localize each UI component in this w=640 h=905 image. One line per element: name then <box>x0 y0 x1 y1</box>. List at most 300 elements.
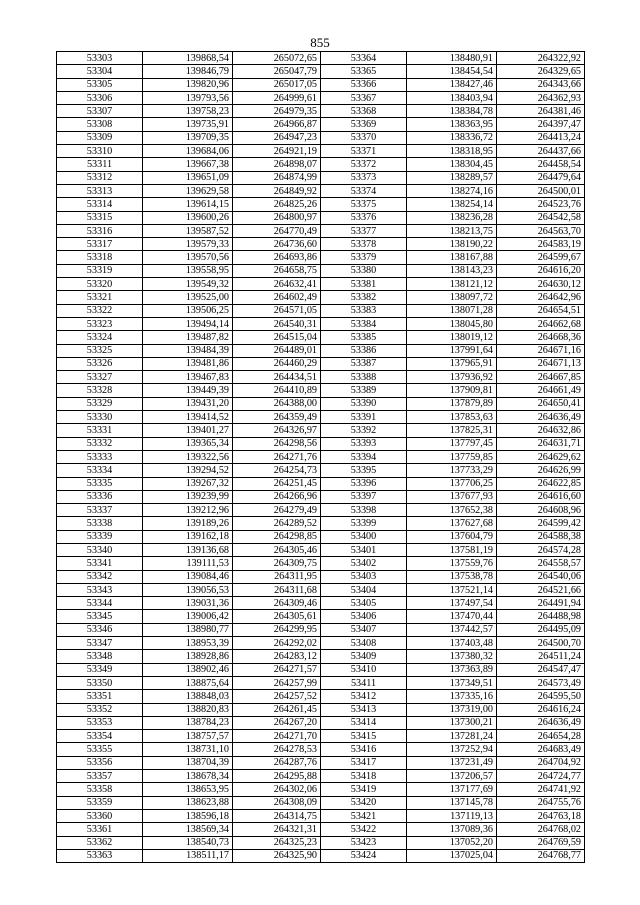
table-row <box>57 756 585 769</box>
point-id-cell: 53419 <box>321 783 407 796</box>
x-coordinate-cell: 137470,44 <box>407 610 497 623</box>
y-coordinate-cell: 264599,67 <box>497 251 585 264</box>
x-coordinate-cell: 137206,57 <box>407 770 497 783</box>
point-id-cell: 53347 <box>57 637 143 650</box>
x-coordinate-cell: 137363,89 <box>407 663 497 676</box>
table-row <box>57 557 585 570</box>
point-id-cell: 53319 <box>57 264 143 277</box>
y-coordinate-cell: 264325,23 <box>233 836 321 849</box>
y-coordinate-cell: 264491,94 <box>497 597 585 610</box>
y-coordinate-cell: 264287,76 <box>233 756 321 769</box>
y-coordinate-cell: 264629,62 <box>497 450 585 463</box>
point-id-cell: 53355 <box>57 743 143 756</box>
x-coordinate-cell: 139401,27 <box>143 424 233 437</box>
table-row <box>57 105 585 118</box>
point-id-cell: 53320 <box>57 278 143 291</box>
point-id-cell: 53395 <box>321 464 407 477</box>
table-row <box>57 198 585 211</box>
y-coordinate-cell: 264540,06 <box>497 570 585 583</box>
y-coordinate-cell: 264322,92 <box>497 52 585 65</box>
point-id-cell: 53348 <box>57 650 143 663</box>
y-coordinate-cell: 264311,68 <box>233 583 321 596</box>
point-id-cell: 53413 <box>321 703 407 716</box>
y-coordinate-cell: 264636,49 <box>497 716 585 729</box>
point-id-cell: 53380 <box>321 264 407 277</box>
x-coordinate-cell: 137319,00 <box>407 703 497 716</box>
point-id-cell: 53313 <box>57 184 143 197</box>
point-id-cell: 53405 <box>321 597 407 610</box>
y-coordinate-cell: 264302,06 <box>233 783 321 796</box>
y-coordinate-cell: 264616,20 <box>497 264 585 277</box>
x-coordinate-cell: 138304,45 <box>407 158 497 171</box>
y-coordinate-cell: 264460,29 <box>233 357 321 370</box>
table-row <box>57 809 585 822</box>
table-row <box>57 477 585 490</box>
point-id-cell: 53366 <box>321 78 407 91</box>
x-coordinate-cell: 139056,53 <box>143 583 233 596</box>
point-id-cell: 53330 <box>57 411 143 424</box>
y-coordinate-cell: 264278,53 <box>233 743 321 756</box>
y-coordinate-cell: 264583,19 <box>497 238 585 251</box>
y-coordinate-cell: 264654,28 <box>497 730 585 743</box>
point-id-cell: 53420 <box>321 796 407 809</box>
point-id-cell: 53307 <box>57 105 143 118</box>
point-id-cell: 53354 <box>57 730 143 743</box>
y-coordinate-cell: 264289,52 <box>233 517 321 530</box>
point-id-cell: 53315 <box>57 211 143 224</box>
table-row <box>57 118 585 131</box>
x-coordinate-cell: 139084,46 <box>143 570 233 583</box>
x-coordinate-cell: 139467,83 <box>143 371 233 384</box>
point-id-cell: 53362 <box>57 836 143 849</box>
table-row <box>57 703 585 716</box>
x-coordinate-cell: 139189,26 <box>143 517 233 530</box>
x-coordinate-cell: 138274,16 <box>407 184 497 197</box>
table-row <box>57 158 585 171</box>
point-id-cell: 53328 <box>57 384 143 397</box>
point-id-cell: 53371 <box>321 145 407 158</box>
y-coordinate-cell: 264271,57 <box>233 663 321 676</box>
x-coordinate-cell: 138980,77 <box>143 623 233 636</box>
table-row <box>57 278 585 291</box>
x-coordinate-cell: 139449,39 <box>143 384 233 397</box>
x-coordinate-cell: 138213,75 <box>407 224 497 237</box>
point-id-cell: 53327 <box>57 371 143 384</box>
x-coordinate-cell: 139162,18 <box>143 530 233 543</box>
table-row <box>57 783 585 796</box>
point-id-cell: 53401 <box>321 543 407 556</box>
x-coordinate-cell: 138820,83 <box>143 703 233 716</box>
y-coordinate-cell: 264314,75 <box>233 809 321 822</box>
y-coordinate-cell: 264488,98 <box>497 610 585 623</box>
y-coordinate-cell: 264800,97 <box>233 211 321 224</box>
x-coordinate-cell: 137936,92 <box>407 371 497 384</box>
x-coordinate-cell: 138236,28 <box>407 211 497 224</box>
point-id-cell: 53309 <box>57 131 143 144</box>
x-coordinate-cell: 137145,78 <box>407 796 497 809</box>
point-id-cell: 53314 <box>57 198 143 211</box>
x-coordinate-cell: 139006,42 <box>143 610 233 623</box>
x-coordinate-cell: 137335,16 <box>407 690 497 703</box>
x-coordinate-cell: 139267,32 <box>143 477 233 490</box>
point-id-cell: 53356 <box>57 756 143 769</box>
y-coordinate-cell: 264979,35 <box>233 105 321 118</box>
y-coordinate-cell: 264683,49 <box>497 743 585 756</box>
x-coordinate-cell: 137300,21 <box>407 716 497 729</box>
y-coordinate-cell: 264630,12 <box>497 278 585 291</box>
point-id-cell: 53384 <box>321 317 407 330</box>
x-coordinate-cell: 137538,78 <box>407 570 497 583</box>
table-row <box>57 610 585 623</box>
x-coordinate-cell: 137733,29 <box>407 464 497 477</box>
y-coordinate-cell: 264257,99 <box>233 676 321 689</box>
table-row <box>57 251 585 264</box>
y-coordinate-cell: 264292,02 <box>233 637 321 650</box>
x-coordinate-cell: 137909,81 <box>407 384 497 397</box>
x-coordinate-cell: 138875,64 <box>143 676 233 689</box>
point-id-cell: 53404 <box>321 583 407 596</box>
y-coordinate-cell: 264631,71 <box>497 437 585 450</box>
y-coordinate-cell: 264266,96 <box>233 490 321 503</box>
x-coordinate-cell: 139525,00 <box>143 291 233 304</box>
x-coordinate-cell: 139322,56 <box>143 450 233 463</box>
y-coordinate-cell: 264921,19 <box>233 145 321 158</box>
x-coordinate-cell: 137349,51 <box>407 676 497 689</box>
point-id-cell: 53381 <box>321 278 407 291</box>
y-coordinate-cell: 264279,49 <box>233 504 321 517</box>
point-id-cell: 53346 <box>57 623 143 636</box>
point-id-cell: 53310 <box>57 145 143 158</box>
x-coordinate-cell: 137252,94 <box>407 743 497 756</box>
point-id-cell: 53382 <box>321 291 407 304</box>
y-coordinate-cell: 264741,92 <box>497 783 585 796</box>
point-id-cell: 53424 <box>321 849 407 862</box>
y-coordinate-cell: 264521,66 <box>497 583 585 596</box>
y-coordinate-cell: 264574,28 <box>497 543 585 556</box>
y-coordinate-cell: 264308,09 <box>233 796 321 809</box>
x-coordinate-cell: 138653,95 <box>143 783 233 796</box>
point-id-cell: 53422 <box>321 823 407 836</box>
point-id-cell: 53378 <box>321 238 407 251</box>
y-coordinate-cell: 264397,47 <box>497 118 585 131</box>
x-coordinate-cell: 137497,54 <box>407 597 497 610</box>
x-coordinate-cell: 139820,96 <box>143 78 233 91</box>
point-id-cell: 53397 <box>321 490 407 503</box>
point-id-cell: 53364 <box>321 52 407 65</box>
point-id-cell: 53316 <box>57 224 143 237</box>
table-row <box>57 437 585 450</box>
x-coordinate-cell: 138318,95 <box>407 145 497 158</box>
y-coordinate-cell: 264608,96 <box>497 504 585 517</box>
point-id-cell: 53334 <box>57 464 143 477</box>
point-id-cell: 53353 <box>57 716 143 729</box>
x-coordinate-cell: 137991,64 <box>407 344 497 357</box>
y-coordinate-cell: 264632,41 <box>233 278 321 291</box>
y-coordinate-cell: 264966,87 <box>233 118 321 131</box>
table-row <box>57 770 585 783</box>
x-coordinate-cell: 137231,49 <box>407 756 497 769</box>
y-coordinate-cell: 264849,92 <box>233 184 321 197</box>
table-row <box>57 637 585 650</box>
x-coordinate-cell: 139651,09 <box>143 171 233 184</box>
y-coordinate-cell: 264736,60 <box>233 238 321 251</box>
point-id-cell: 53351 <box>57 690 143 703</box>
y-coordinate-cell: 264724,77 <box>497 770 585 783</box>
table-row <box>57 371 585 384</box>
point-id-cell: 53342 <box>57 570 143 583</box>
y-coordinate-cell: 264661,49 <box>497 384 585 397</box>
point-id-cell: 53403 <box>321 570 407 583</box>
point-id-cell: 53345 <box>57 610 143 623</box>
y-coordinate-cell: 264667,85 <box>497 371 585 384</box>
table-row <box>57 171 585 184</box>
x-coordinate-cell: 138902,46 <box>143 663 233 676</box>
y-coordinate-cell: 264295,88 <box>233 770 321 783</box>
x-coordinate-cell: 137380,32 <box>407 650 497 663</box>
coordinates-table-body <box>57 52 585 863</box>
point-id-cell: 53324 <box>57 331 143 344</box>
y-coordinate-cell: 264251,45 <box>233 477 321 490</box>
point-id-cell: 53367 <box>321 91 407 104</box>
y-coordinate-cell: 264515,04 <box>233 331 321 344</box>
table-row <box>57 384 585 397</box>
point-id-cell: 53408 <box>321 637 407 650</box>
y-coordinate-cell: 264632,86 <box>497 424 585 437</box>
point-id-cell: 53303 <box>57 52 143 65</box>
x-coordinate-cell: 139558,95 <box>143 264 233 277</box>
x-coordinate-cell: 139846,79 <box>143 65 233 78</box>
point-id-cell: 53332 <box>57 437 143 450</box>
y-coordinate-cell: 265017,05 <box>233 78 321 91</box>
point-id-cell: 53358 <box>57 783 143 796</box>
page-number: 855 <box>310 35 330 50</box>
x-coordinate-cell: 138019,12 <box>407 331 497 344</box>
y-coordinate-cell: 264283,12 <box>233 650 321 663</box>
table-row <box>57 65 585 78</box>
table-row <box>57 543 585 556</box>
x-coordinate-cell: 137759,85 <box>407 450 497 463</box>
table-row <box>57 530 585 543</box>
point-id-cell: 53376 <box>321 211 407 224</box>
x-coordinate-cell: 137052,20 <box>407 836 497 849</box>
y-coordinate-cell: 264662,68 <box>497 317 585 330</box>
point-id-cell: 53308 <box>57 118 143 131</box>
x-coordinate-cell: 138121,12 <box>407 278 497 291</box>
point-id-cell: 53389 <box>321 384 407 397</box>
x-coordinate-cell: 139684,06 <box>143 145 233 158</box>
table-row <box>57 411 585 424</box>
point-id-cell: 53318 <box>57 251 143 264</box>
point-id-cell: 53365 <box>321 65 407 78</box>
y-coordinate-cell: 264616,24 <box>497 703 585 716</box>
y-coordinate-cell: 264668,36 <box>497 331 585 344</box>
point-id-cell: 53374 <box>321 184 407 197</box>
y-coordinate-cell: 264362,93 <box>497 91 585 104</box>
point-id-cell: 53352 <box>57 703 143 716</box>
x-coordinate-cell: 139431,20 <box>143 397 233 410</box>
y-coordinate-cell: 264329,65 <box>497 65 585 78</box>
y-coordinate-cell: 264636,49 <box>497 411 585 424</box>
table-row <box>57 291 585 304</box>
y-coordinate-cell: 264650,41 <box>497 397 585 410</box>
table-row <box>57 517 585 530</box>
y-coordinate-cell: 264257,52 <box>233 690 321 703</box>
x-coordinate-cell: 139484,39 <box>143 344 233 357</box>
x-coordinate-cell: 138928,86 <box>143 650 233 663</box>
y-coordinate-cell: 264874,99 <box>233 171 321 184</box>
table-row <box>57 331 585 344</box>
x-coordinate-cell: 137627,68 <box>407 517 497 530</box>
point-id-cell: 53333 <box>57 450 143 463</box>
table-row <box>57 570 585 583</box>
table-row <box>57 730 585 743</box>
x-coordinate-cell: 137677,93 <box>407 490 497 503</box>
x-coordinate-cell: 139667,38 <box>143 158 233 171</box>
point-id-cell: 53344 <box>57 597 143 610</box>
point-id-cell: 53373 <box>321 171 407 184</box>
y-coordinate-cell: 264602,49 <box>233 291 321 304</box>
x-coordinate-cell: 137089,36 <box>407 823 497 836</box>
table-row <box>57 424 585 437</box>
y-coordinate-cell: 264563,70 <box>497 224 585 237</box>
y-coordinate-cell: 264540,31 <box>233 317 321 330</box>
table-row <box>57 211 585 224</box>
point-id-cell: 53390 <box>321 397 407 410</box>
point-id-cell: 53326 <box>57 357 143 370</box>
point-id-cell: 53400 <box>321 530 407 543</box>
point-id-cell: 53421 <box>321 809 407 822</box>
x-coordinate-cell: 139365,34 <box>143 437 233 450</box>
y-coordinate-cell: 264305,61 <box>233 610 321 623</box>
x-coordinate-cell: 137879,89 <box>407 397 497 410</box>
y-coordinate-cell: 264299,95 <box>233 623 321 636</box>
y-coordinate-cell: 264947,23 <box>233 131 321 144</box>
point-id-cell: 53372 <box>321 158 407 171</box>
y-coordinate-cell: 264311,95 <box>233 570 321 583</box>
point-id-cell: 53323 <box>57 317 143 330</box>
y-coordinate-cell: 264671,13 <box>497 357 585 370</box>
x-coordinate-cell: 138336,72 <box>407 131 497 144</box>
y-coordinate-cell: 264267,20 <box>233 716 321 729</box>
point-id-cell: 53340 <box>57 543 143 556</box>
x-coordinate-cell: 138757,57 <box>143 730 233 743</box>
x-coordinate-cell: 137025,04 <box>407 849 497 862</box>
y-coordinate-cell: 264500,01 <box>497 184 585 197</box>
point-id-cell: 53336 <box>57 490 143 503</box>
y-coordinate-cell: 264599,42 <box>497 517 585 530</box>
x-coordinate-cell: 137281,24 <box>407 730 497 743</box>
point-id-cell: 53379 <box>321 251 407 264</box>
y-coordinate-cell: 264298,85 <box>233 530 321 543</box>
y-coordinate-cell: 264495,09 <box>497 623 585 636</box>
y-coordinate-cell: 264413,24 <box>497 131 585 144</box>
table-row <box>57 650 585 663</box>
y-coordinate-cell: 264458,54 <box>497 158 585 171</box>
point-id-cell: 53414 <box>321 716 407 729</box>
y-coordinate-cell: 264558,57 <box>497 557 585 570</box>
y-coordinate-cell: 264254,73 <box>233 464 321 477</box>
point-id-cell: 53406 <box>321 610 407 623</box>
point-id-cell: 53349 <box>57 663 143 676</box>
y-coordinate-cell: 264898,07 <box>233 158 321 171</box>
x-coordinate-cell: 139868,54 <box>143 52 233 65</box>
point-id-cell: 53337 <box>57 504 143 517</box>
point-id-cell: 53387 <box>321 357 407 370</box>
point-id-cell: 53339 <box>57 530 143 543</box>
point-id-cell: 53338 <box>57 517 143 530</box>
y-coordinate-cell: 264642,96 <box>497 291 585 304</box>
x-coordinate-cell: 139494,14 <box>143 317 233 330</box>
point-id-cell: 53385 <box>321 331 407 344</box>
point-id-cell: 53412 <box>321 690 407 703</box>
point-id-cell: 53329 <box>57 397 143 410</box>
point-id-cell: 53304 <box>57 65 143 78</box>
y-coordinate-cell: 264704,92 <box>497 756 585 769</box>
y-coordinate-cell: 264523,76 <box>497 198 585 211</box>
point-id-cell: 53360 <box>57 809 143 822</box>
point-id-cell: 53322 <box>57 304 143 317</box>
x-coordinate-cell: 138511,17 <box>143 849 233 862</box>
table-row <box>57 583 585 596</box>
x-coordinate-cell: 138403,94 <box>407 91 497 104</box>
x-coordinate-cell: 138848,03 <box>143 690 233 703</box>
point-id-cell: 53359 <box>57 796 143 809</box>
point-id-cell: 53341 <box>57 557 143 570</box>
point-id-cell: 53393 <box>321 437 407 450</box>
x-coordinate-cell: 138143,23 <box>407 264 497 277</box>
y-coordinate-cell: 264309,75 <box>233 557 321 570</box>
x-coordinate-cell: 138454,54 <box>407 65 497 78</box>
point-id-cell: 53369 <box>321 118 407 131</box>
x-coordinate-cell: 138569,34 <box>143 823 233 836</box>
y-coordinate-cell: 264768,02 <box>497 823 585 836</box>
point-id-cell: 53368 <box>321 105 407 118</box>
x-coordinate-cell: 138071,28 <box>407 304 497 317</box>
point-id-cell: 53357 <box>57 770 143 783</box>
x-coordinate-cell: 139758,23 <box>143 105 233 118</box>
y-coordinate-cell: 264271,70 <box>233 730 321 743</box>
table-row <box>57 464 585 477</box>
point-id-cell: 53416 <box>321 743 407 756</box>
point-id-cell: 53386 <box>321 344 407 357</box>
table-row <box>57 304 585 317</box>
x-coordinate-cell: 139549,32 <box>143 278 233 291</box>
x-coordinate-cell: 139709,35 <box>143 131 233 144</box>
table-row <box>57 238 585 251</box>
y-coordinate-cell: 264305,46 <box>233 543 321 556</box>
point-id-cell: 53396 <box>321 477 407 490</box>
x-coordinate-cell: 139111,53 <box>143 557 233 570</box>
table-row <box>57 397 585 410</box>
x-coordinate-cell: 137559,76 <box>407 557 497 570</box>
table-row <box>57 78 585 91</box>
table-row <box>57 597 585 610</box>
point-id-cell: 53399 <box>321 517 407 530</box>
table-row <box>57 224 585 237</box>
point-id-cell: 53391 <box>321 411 407 424</box>
y-coordinate-cell: 264434,51 <box>233 371 321 384</box>
x-coordinate-cell: 137521,14 <box>407 583 497 596</box>
y-coordinate-cell: 264321,31 <box>233 823 321 836</box>
table-row <box>57 490 585 503</box>
table-row <box>57 357 585 370</box>
y-coordinate-cell: 264500,70 <box>497 637 585 650</box>
table-row <box>57 623 585 636</box>
y-coordinate-cell: 264825,26 <box>233 198 321 211</box>
point-id-cell: 53383 <box>321 304 407 317</box>
x-coordinate-cell: 139600,26 <box>143 211 233 224</box>
y-coordinate-cell: 264381,46 <box>497 105 585 118</box>
